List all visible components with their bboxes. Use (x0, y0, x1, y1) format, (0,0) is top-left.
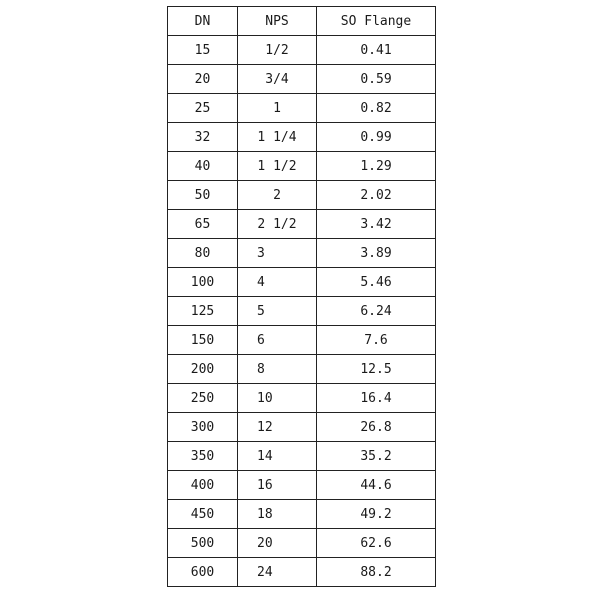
cell-dn: 50 (168, 181, 238, 210)
cell-so-flange: 3.42 (317, 210, 436, 239)
cell-so-flange: 49.2 (317, 500, 436, 529)
table-row (168, 123, 436, 152)
cell-so-flange: 0.41 (317, 36, 436, 65)
cell-nps: 1 1/4 (238, 123, 317, 152)
cell-dn: 450 (168, 500, 238, 529)
cell-nps: 3 (238, 239, 317, 268)
table-row (168, 181, 436, 210)
table-row (168, 558, 436, 587)
cell-so-flange: 6.24 (317, 297, 436, 326)
cell-nps: 24 (238, 558, 317, 587)
cell-nps: 20 (238, 529, 317, 558)
cell-so-flange: 26.8 (317, 413, 436, 442)
column-header-dn: DN (168, 7, 238, 36)
cell-nps: 16 (238, 471, 317, 500)
cell-nps: 2 (238, 181, 317, 210)
column-header-nps: NPS (238, 7, 317, 36)
header-row (168, 7, 436, 36)
table-row (168, 268, 436, 297)
cell-dn: 500 (168, 529, 238, 558)
cell-dn: 150 (168, 326, 238, 355)
flange-weight-table (167, 6, 436, 587)
cell-dn: 400 (168, 471, 238, 500)
cell-dn: 100 (168, 268, 238, 297)
cell-dn: 80 (168, 239, 238, 268)
table-body (168, 36, 436, 587)
cell-so-flange: 7.6 (317, 326, 436, 355)
cell-dn: 65 (168, 210, 238, 239)
table-row (168, 152, 436, 181)
table-row (168, 413, 436, 442)
cell-so-flange: 44.6 (317, 471, 436, 500)
table-row (168, 326, 436, 355)
cell-nps: 8 (238, 355, 317, 384)
cell-dn: 600 (168, 558, 238, 587)
table-row (168, 297, 436, 326)
cell-so-flange: 3.89 (317, 239, 436, 268)
cell-dn: 250 (168, 384, 238, 413)
cell-nps: 14 (238, 442, 317, 471)
cell-dn: 32 (168, 123, 238, 152)
cell-dn: 40 (168, 152, 238, 181)
cell-nps: 4 (238, 268, 317, 297)
cell-dn: 200 (168, 355, 238, 384)
table-row (168, 239, 436, 268)
cell-nps: 1 1/2 (238, 152, 317, 181)
cell-so-flange: 16.4 (317, 384, 436, 413)
cell-nps: 18 (238, 500, 317, 529)
flange-weight-sheet (167, 6, 436, 587)
table-header (168, 7, 436, 36)
cell-dn: 15 (168, 36, 238, 65)
cell-so-flange: 62.6 (317, 529, 436, 558)
table-row (168, 500, 436, 529)
table-row (168, 442, 436, 471)
cell-so-flange: 0.82 (317, 94, 436, 123)
cell-so-flange: 12.5 (317, 355, 436, 384)
column-header-so-flange: SO Flange (317, 7, 436, 36)
table-row (168, 36, 436, 65)
cell-so-flange: 5.46 (317, 268, 436, 297)
cell-nps: 1 (238, 94, 317, 123)
table-row (168, 384, 436, 413)
cell-dn: 350 (168, 442, 238, 471)
cell-nps: 12 (238, 413, 317, 442)
cell-nps: 5 (238, 297, 317, 326)
table-row (168, 471, 436, 500)
table-row (168, 94, 436, 123)
table-row (168, 210, 436, 239)
cell-nps: 10 (238, 384, 317, 413)
table-row (168, 529, 436, 558)
cell-nps: 3/4 (238, 65, 317, 94)
table-row (168, 355, 436, 384)
cell-dn: 125 (168, 297, 238, 326)
cell-nps: 6 (238, 326, 317, 355)
cell-so-flange: 1.29 (317, 152, 436, 181)
cell-nps: 1/2 (238, 36, 317, 65)
cell-so-flange: 0.59 (317, 65, 436, 94)
cell-dn: 300 (168, 413, 238, 442)
cell-dn: 25 (168, 94, 238, 123)
cell-dn: 20 (168, 65, 238, 94)
cell-nps: 2 1/2 (238, 210, 317, 239)
cell-so-flange: 2.02 (317, 181, 436, 210)
cell-so-flange: 0.99 (317, 123, 436, 152)
cell-so-flange: 35.2 (317, 442, 436, 471)
cell-so-flange: 88.2 (317, 558, 436, 587)
table-row (168, 65, 436, 94)
